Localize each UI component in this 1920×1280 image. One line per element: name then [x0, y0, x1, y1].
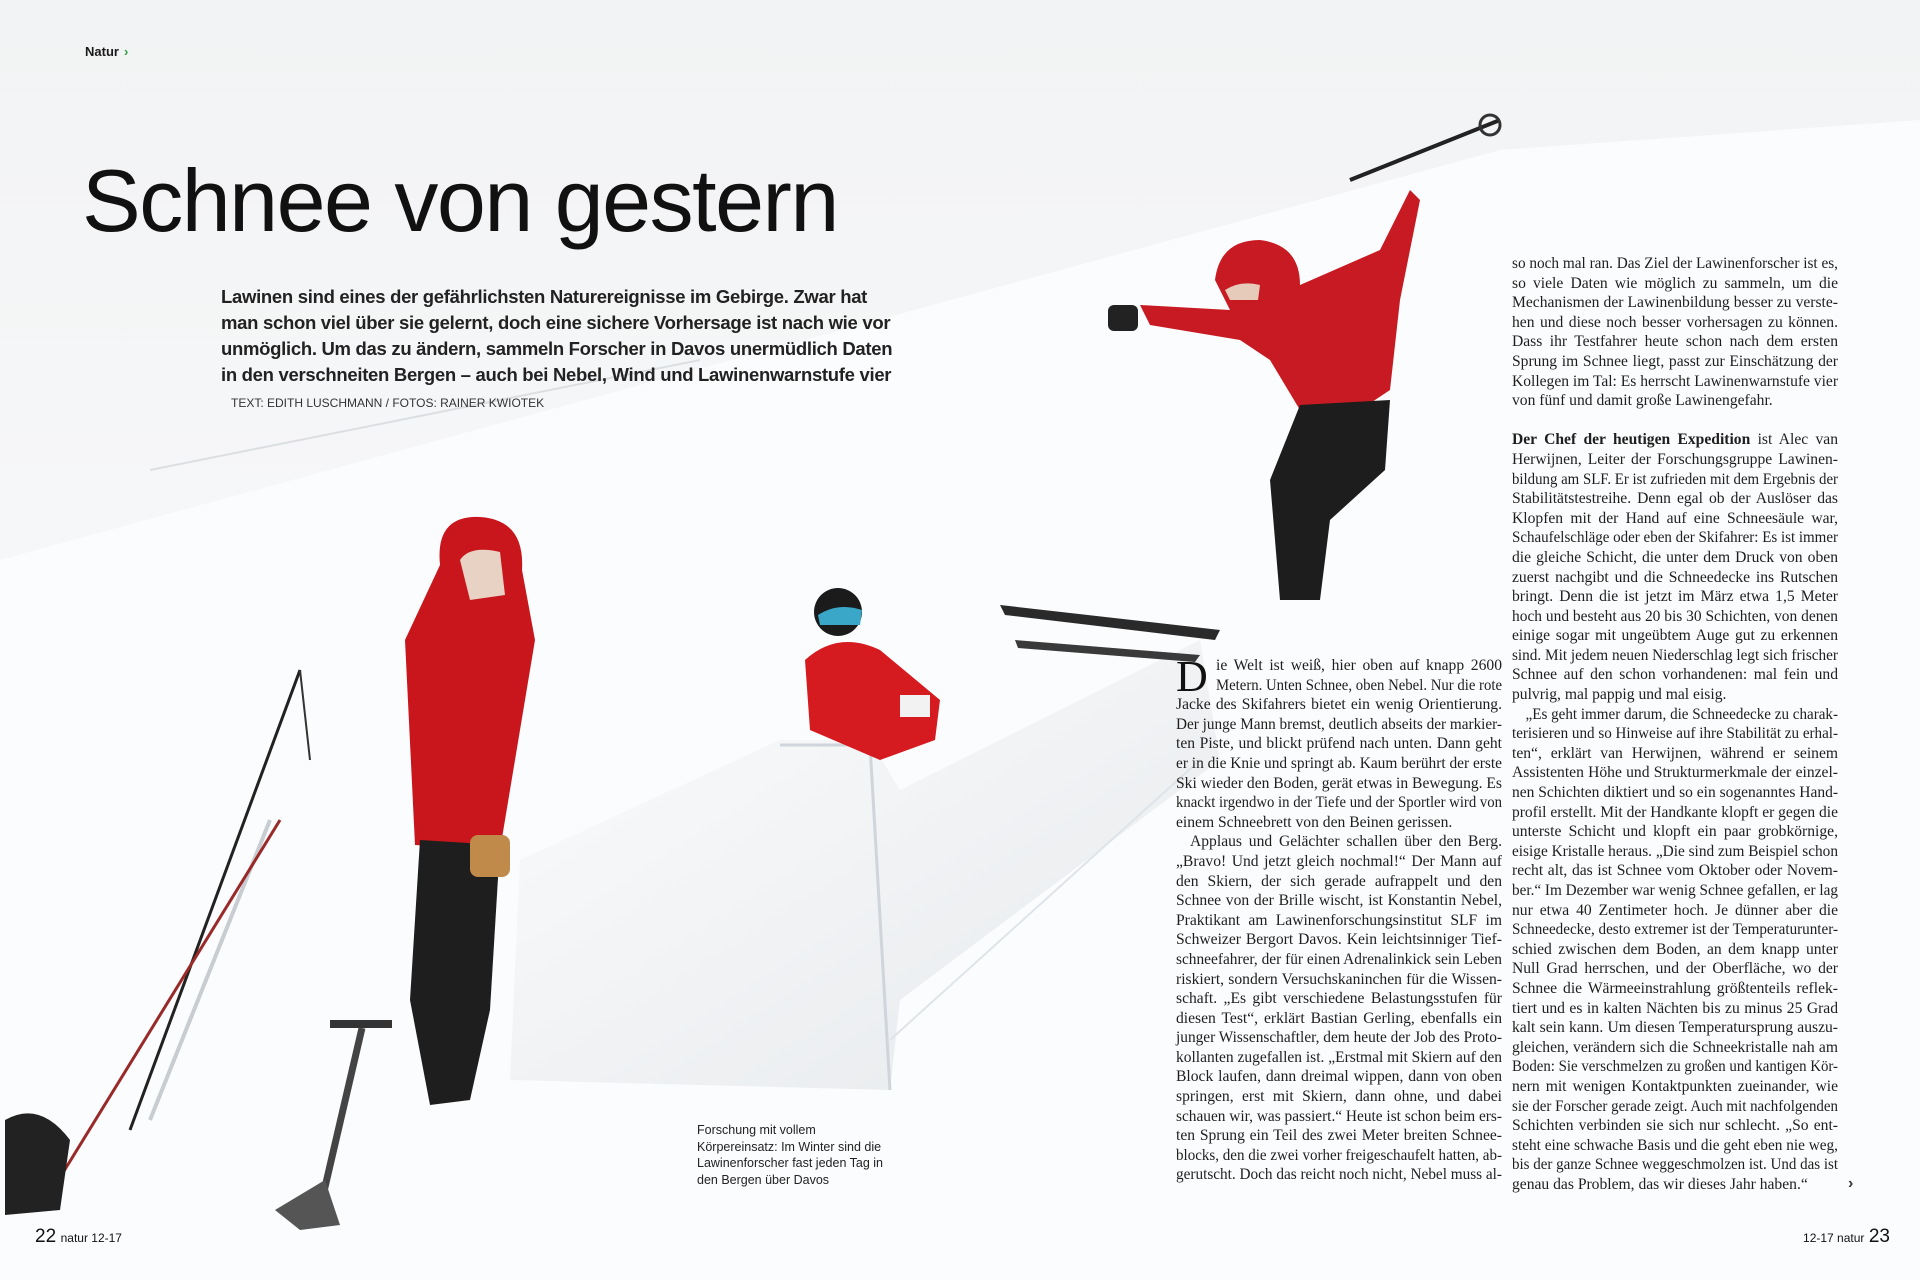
text-line — [1512, 979, 1838, 999]
magazine-issue-right: 12-17 natur — [1803, 1231, 1865, 1245]
text-line-content — [1512, 430, 1838, 450]
text-line-content: profil erstellt. Mit der Handkante klopft er gegen die — [1512, 803, 1838, 821]
text-line-content: schied zwischen dem Boden, an dem knapp unter — [1512, 940, 1838, 958]
text-line-content: steht eine schwache Basis und die geht eben nie weg, — [1512, 1136, 1838, 1154]
text-line-content: blocks, den die zwei vorher freigeschaufelt hatten, ab- — [1176, 1146, 1502, 1164]
text-line — [1176, 1146, 1502, 1166]
page-number-left: 22 — [35, 1226, 57, 1247]
text-line-content: er in die Knie und springt ab. Kaum berührt der erste — [1176, 754, 1502, 772]
text-line — [1512, 372, 1838, 392]
text-line-content: ber.“ Im Dezember war wenig Schnee gefallen, er lag — [1512, 882, 1838, 899]
text-line-content: ie Welt ist weiß, hier oben auf knapp 2600 — [1216, 657, 1502, 674]
text-line-content: zuerst nachgibt und die Schneedecke ins Rutschen — [1512, 568, 1838, 586]
text-line-content: Schnee von der Brille wischt, ist Konstantin Nebel, — [1176, 892, 1502, 910]
text-line — [1512, 665, 1838, 685]
text-line — [1512, 1155, 1838, 1175]
text-line — [1512, 861, 1838, 881]
text-line — [1512, 940, 1838, 960]
text-line — [1512, 587, 1838, 607]
text-line-content: terisieren und so Hinweise auf ihre Stabilität zu erhal- — [1512, 725, 1838, 743]
text-line-content: die gleiche Schicht, die unter dem Druck von oben — [1512, 548, 1838, 566]
text-line-content: springen, erst mit Skiern, dann ohne, und dabei — [1176, 1088, 1502, 1106]
text-line-content: junger Wissenschaftler, dem heute der Job des Proto- — [1176, 1029, 1502, 1047]
footer-right — [1803, 1226, 1890, 1248]
text-line-content: Sprung im Schnee liegt, passt zur Einschätzung der — [1512, 352, 1838, 370]
text-line-content: bildung am SLF. Er ist zufrieden mit dem Ergebnis der — [1512, 470, 1838, 488]
text-line — [1512, 1077, 1838, 1097]
text-line-content: Schichten verbinden sie sich nur schlecht. „So ent- — [1512, 1117, 1838, 1135]
section-breadcrumb[interactable] — [85, 44, 128, 59]
text-line — [1176, 695, 1502, 715]
text-line — [1176, 656, 1502, 676]
text-line — [1176, 1048, 1502, 1068]
text-line-content: hen und diese noch besser vorhersagen zu können. — [1512, 313, 1838, 331]
text-line-content: Schneedecke, desto extremer ist der Temperaturunter- — [1512, 921, 1838, 939]
text-line — [1176, 734, 1502, 754]
article-credits: TEXT: EDITH LUSCHMANN / FOTOS: RAINER KWIOTEK — [231, 396, 545, 410]
text-line-content: ten“, erklärt van Herwijnen, während er seinem — [1512, 744, 1838, 762]
text-line-content: gerutscht. Doch das reicht noch nicht, Nebel muss al- — [1176, 1166, 1502, 1184]
section-label: Natur — [85, 44, 119, 59]
page-number-right: 23 — [1868, 1226, 1890, 1247]
text-line — [1176, 774, 1502, 794]
text-line — [1512, 999, 1838, 1019]
text-line — [1512, 1097, 1838, 1117]
text-line — [1176, 1126, 1502, 1146]
article-intro — [221, 284, 901, 416]
text-line — [1512, 293, 1838, 313]
magazine-issue-left: natur 12-17 — [60, 1231, 122, 1245]
text-line — [1176, 832, 1502, 852]
text-line-content: genau das Problem, das wir dieses Jahr haben.“ — [1512, 1175, 1808, 1193]
text-line-content: eisige Kristalle heraus. „Die sind zum Beispiel schon — [1512, 842, 1838, 860]
text-line — [1512, 959, 1838, 979]
text-line-content: sie der Forscher gerade zeigt. Auch mit nachfolgenden — [1512, 1097, 1838, 1115]
body-column-2 — [1512, 254, 1838, 1195]
photo-caption: Forschung mit vollem Körpereinsatz: Im Winter sind die Lawinenforscher fast jeden Tag in den Bergen über Davos — [697, 1123, 883, 1187]
text-line — [1176, 911, 1502, 931]
text-line — [1176, 950, 1502, 970]
text-line — [1512, 646, 1838, 666]
text-line — [1512, 568, 1838, 588]
text-line — [1512, 1057, 1838, 1077]
text-line — [1512, 411, 1838, 431]
text-line-content: bis der ganze Schnee weggeschmolzen ist. Und das ist — [1512, 1156, 1838, 1174]
text-line — [1176, 989, 1502, 1009]
text-line-content: Mechanismen der Lawinenbildung besser zu verste- — [1512, 294, 1838, 312]
text-line — [1512, 332, 1838, 352]
text-line-content: kollanten zugefallen ist. „Erstmal mit Skiern auf den — [1176, 1048, 1502, 1066]
text-line-content: „Es geht immer darum, die Schneedecke zu charak- — [1525, 705, 1838, 723]
text-line — [1512, 920, 1838, 940]
text-line-content: kalt sein kann. Um diesen Temperatursprung auszu- — [1512, 1019, 1838, 1037]
text-line — [1176, 715, 1502, 735]
text-line — [1512, 509, 1838, 529]
text-line-content: diesen Test“, erklärt Bastian Gerling, ebenfalls ein — [1176, 1009, 1502, 1027]
text-line — [1512, 744, 1838, 764]
article-title: Schnee von gestern — [82, 151, 838, 250]
text-line-content: Jacke des Skifahrers bietet ein wenig Orientierung. — [1176, 696, 1502, 714]
text-line — [1176, 813, 1502, 833]
text-line-content: Kollegen im Tal: Es herrscht Lawinenwarnstufe vier — [1512, 372, 1838, 390]
text-line — [1176, 1107, 1502, 1127]
text-line — [1512, 1038, 1838, 1058]
text-line — [1512, 352, 1838, 372]
text-line-content: Schaufelschläge oder eben der Skifahrer: Es ist immer — [1512, 529, 1838, 547]
text-line-content: Schweizer Bergort Davos. Kein leichtsinniger Tief- — [1176, 931, 1502, 949]
text-line-content: Schnee die Wärmeeinstrahlung größtenteils reflek- — [1512, 979, 1838, 997]
text-line — [1512, 1116, 1838, 1136]
text-line-content: Stabilitätstestreihe. Denn egal ob der Auslöser das — [1512, 490, 1838, 508]
text-line-content: Assistenten Höhe und Strukturmerkmale der einzel- — [1512, 764, 1838, 782]
text-line-content: von fünf und damit große Lawinengefahr. — [1512, 392, 1773, 410]
text-line — [1176, 1067, 1502, 1087]
continue-arrow-icon[interactable]: › — [1848, 1175, 1854, 1192]
text-line-content: Klopfen mit der Hand auf eine Schneesäule war, — [1512, 509, 1838, 527]
chevron-right-icon: › — [123, 44, 129, 59]
text-line — [1512, 391, 1838, 411]
text-line-content: nen Schichten diktiert und so ein sogenanntes Hand- — [1512, 784, 1838, 802]
text-line — [1512, 1018, 1838, 1038]
text-line-content: bringt. Denn die ist jetzt im März etwa 1,5 Meter — [1512, 588, 1838, 606]
text-line-content: Boden: Sie verschmelzen zu großen und kantigen Kör- — [1512, 1058, 1838, 1076]
text-line-content: Ski wieder den Boden, gerät etwas in Bewegung. Es — [1176, 774, 1502, 792]
text-line-content: Herwijnen, Leiter der Forschungsgruppe Lawinen- — [1512, 450, 1838, 468]
text-line — [1512, 1136, 1838, 1156]
text-line-content: so noch mal ran. Das Ziel der Lawinenforscher ist es, — [1512, 255, 1838, 272]
text-line-content: recht alt, das ist Schnee vom Oktober oder Novem- — [1512, 862, 1838, 880]
lead-in-rest: ist Alec van — [1750, 431, 1838, 449]
text-line-content: pulvrig, mal pappig und mal eisig. — [1512, 686, 1727, 704]
text-line — [1512, 607, 1838, 627]
text-line — [1512, 685, 1838, 705]
text-line-content: nur etwa 40 Zentimeter hoch. Je dünner aber die — [1512, 901, 1838, 919]
text-line-content: knackt irgendwo in der Tiefe und der Sportler wird von — [1176, 794, 1502, 812]
text-line-content: „Bravo! Und jetzt gleich nochmal!“ Der Mann auf — [1176, 852, 1502, 870]
text-line — [1176, 676, 1502, 696]
lead-in: Der Chef der heutigen Expedition — [1512, 431, 1751, 449]
text-line-content: tiert und es in kalten Nächten bis zu minus 25 Grad — [1512, 999, 1838, 1017]
text-line-content: ten Sprung ein Teil des zwei Meter breiten Schnee- — [1176, 1127, 1502, 1145]
text-line — [1512, 1175, 1838, 1195]
text-line — [1512, 548, 1838, 568]
footer-left — [35, 1226, 122, 1248]
text-line-content: hoch und besteht aus 20 bis 30 Schichten, von denen — [1512, 607, 1838, 625]
text-line — [1512, 254, 1838, 274]
text-line-content: Dass ihr Testfahrer heute schon nach dem ersten — [1512, 333, 1838, 351]
text-line-content: Null Grad herrschen, und der Oberfläche, wo der — [1512, 960, 1838, 978]
text-line — [1176, 754, 1502, 774]
text-line-content: Applaus und Gelächter schallen über den Berg. — [1190, 833, 1502, 851]
text-line-content: Metern. Unten Schnee, oben Nebel. Nur die rote — [1216, 676, 1502, 694]
text-line — [1512, 430, 1838, 450]
text-line — [1512, 489, 1838, 509]
text-line — [1176, 1028, 1502, 1048]
text-line-content: schaft. „Es gibt verschiedene Belastungsstufen für — [1176, 990, 1502, 1008]
text-line-content: Der junge Mann bremst, deutlich abseits der markier- — [1176, 715, 1502, 733]
text-line — [1512, 274, 1838, 294]
text-line — [1512, 724, 1838, 744]
text-line — [1176, 1009, 1502, 1029]
text-line — [1512, 450, 1838, 470]
text-line-content: schauen wir, was passiert.“ Heute ist schon beim ers- — [1176, 1107, 1502, 1125]
text-line — [1176, 930, 1502, 950]
text-line — [1176, 891, 1502, 911]
text-line — [1176, 852, 1502, 872]
text-line-content: Praktikant am Lawinenforschungsinstitut SLF im — [1176, 911, 1502, 929]
text-line-content: einem Schneebrett von den Beinen gerissen. — [1176, 813, 1453, 831]
text-line — [1512, 803, 1838, 823]
text-line — [1512, 470, 1838, 490]
text-line — [1512, 763, 1838, 783]
text-line-content: schneefahrer, der für einen Adrenalinkick sein Leben — [1176, 950, 1502, 968]
text-line-content: sind. Mit jedem neuen Niederschlag legt sich frischer — [1512, 646, 1838, 664]
text-line-content: Block laufen, dann dreimal wippen, dann von oben — [1176, 1068, 1502, 1086]
text-line — [1176, 872, 1502, 892]
body-column-1 — [1176, 656, 1502, 1185]
text-line — [1512, 705, 1838, 725]
text-line — [1512, 528, 1838, 548]
text-line — [1512, 313, 1838, 333]
text-line — [1512, 783, 1838, 803]
text-line-content: so viele Daten wie möglich zu sammeln, um die — [1512, 274, 1838, 292]
text-line — [1176, 1165, 1502, 1185]
text-line — [1512, 901, 1838, 921]
text-line-content: unterste Schicht und klopft ein paar grobkörnige, — [1512, 823, 1838, 841]
drop-cap: D — [1176, 657, 1208, 696]
text-line — [1176, 1087, 1502, 1107]
text-line-content: riskiert, sondern Versuchskaninchen für die Wissen- — [1176, 970, 1502, 988]
text-line — [1512, 626, 1838, 646]
text-line-content: nern mit wenigen Kontaktpunkten zueinander, wie — [1512, 1077, 1838, 1095]
text-line-content: den Skiern, der sich gerade aufrappelt und den — [1176, 872, 1502, 890]
text-line — [1176, 793, 1502, 813]
text-line — [1512, 842, 1838, 862]
text-line-content: Schnee auf den schon vorhandenen: mal fein und — [1512, 666, 1838, 684]
text-line-content: ten Piste, und blickt prüfend nach unten. Dann geht — [1176, 735, 1502, 753]
text-line — [1512, 822, 1838, 842]
text-line — [1512, 881, 1838, 901]
text-line — [1176, 970, 1502, 990]
text-line-content: einige sogar mit ungeübtem Auge gut zu erkennen — [1512, 627, 1838, 645]
text-line-content: gleichen, verändern sich die Schneekristalle nah am — [1512, 1038, 1838, 1056]
intro-text: Lawinen sind eines der gefährlichsten Naturereignisse im Gebirge. Zwar hat man schon viel über sie gelernt, doch eine sichere Vorhersage ist nach wie vor unmöglich. Um das zu ändern, sammeln Forscher in Davos unermüdlich Daten in den verschneiten Bergen – auch bei Nebel, Wind und Lawinenwarnstufe vier — [221, 286, 893, 385]
